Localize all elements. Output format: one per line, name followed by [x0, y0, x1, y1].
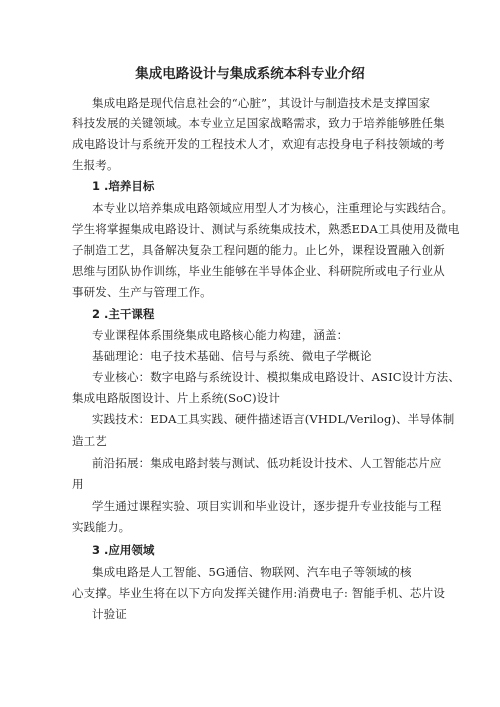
goals-line: 学生将掌握集成电路设计、测试与系统集成技术，熟悉EDA工具使用及微电	[72, 222, 460, 236]
intro-line: 生报考。	[72, 158, 119, 172]
applications-line: 集成电路是人工智能、5G通信、物联网、汽车电子等领域的核	[92, 565, 412, 579]
courses-line: 集成电路版图设计、片上系统(SoC)设计	[72, 391, 281, 405]
intro-line: 集成电路是现代信息社会的“心脏”，其设计与制造技术是支撑国家	[92, 96, 431, 110]
courses-line: 实践技术：EDA工具实践、硬件描述语言(VHDL/Verilog)、半导体制	[92, 412, 455, 426]
courses-line: 专业核心：数字电路与系统设计、模拟集成电路设计、ASIC设计方法、	[92, 370, 460, 384]
intro-line: 科技发展的关键领域。本专业立足国家战略需求，致力于培养能够胜任集	[72, 116, 445, 130]
courses-line: 学生通过课程实验、项目实训和毕业设计，逐步提升专业技能与工程	[92, 499, 442, 513]
courses-line: 专业课程体系围绕集成电路核心能力构建，涵盖：	[92, 328, 349, 342]
section-heading-applications: 3 .应用领域	[92, 543, 155, 557]
goals-line: 事研发、生产与管理工作。	[72, 285, 212, 299]
courses-line: 造工艺	[72, 434, 107, 448]
goals-line: 思维与团队协作训练，毕业生能够在半导体企业、科研院所或电子行业从	[72, 264, 445, 278]
goals-line: 子制造工艺，具备解决复杂工程问题的能力。止匕外，课程设置融入创新	[72, 243, 445, 257]
section-heading-goals: 1 .培养目标	[92, 179, 155, 193]
courses-line: 前沿拓展：集成电路封装与测试、低功耗设计技术、人工智能芯片应	[92, 456, 442, 470]
section-heading-courses: 2 .主干课程	[92, 307, 155, 321]
applications-line: 计验证	[92, 607, 127, 621]
applications-line: 心支撑。毕业生将在以下方向发挥关键作用:消费电子: 智能手机、芯片设	[72, 586, 446, 600]
courses-line: 基础理论：电子技术基础、信号与系统、微电子学概论	[92, 349, 372, 363]
courses-line: 用	[72, 477, 84, 491]
page-title: 集成电路设计与集成系统本科专业介绍	[135, 66, 365, 82]
courses-line: 实践能力。	[72, 520, 131, 534]
goals-line: 本专业以培养集成电路领域应用型人才为核心，注重理论与实践结合。	[92, 201, 454, 215]
intro-line: 成电路设计与系统开发的工程技术人才，欢迎有志投身电子科技领域的考	[72, 137, 445, 151]
